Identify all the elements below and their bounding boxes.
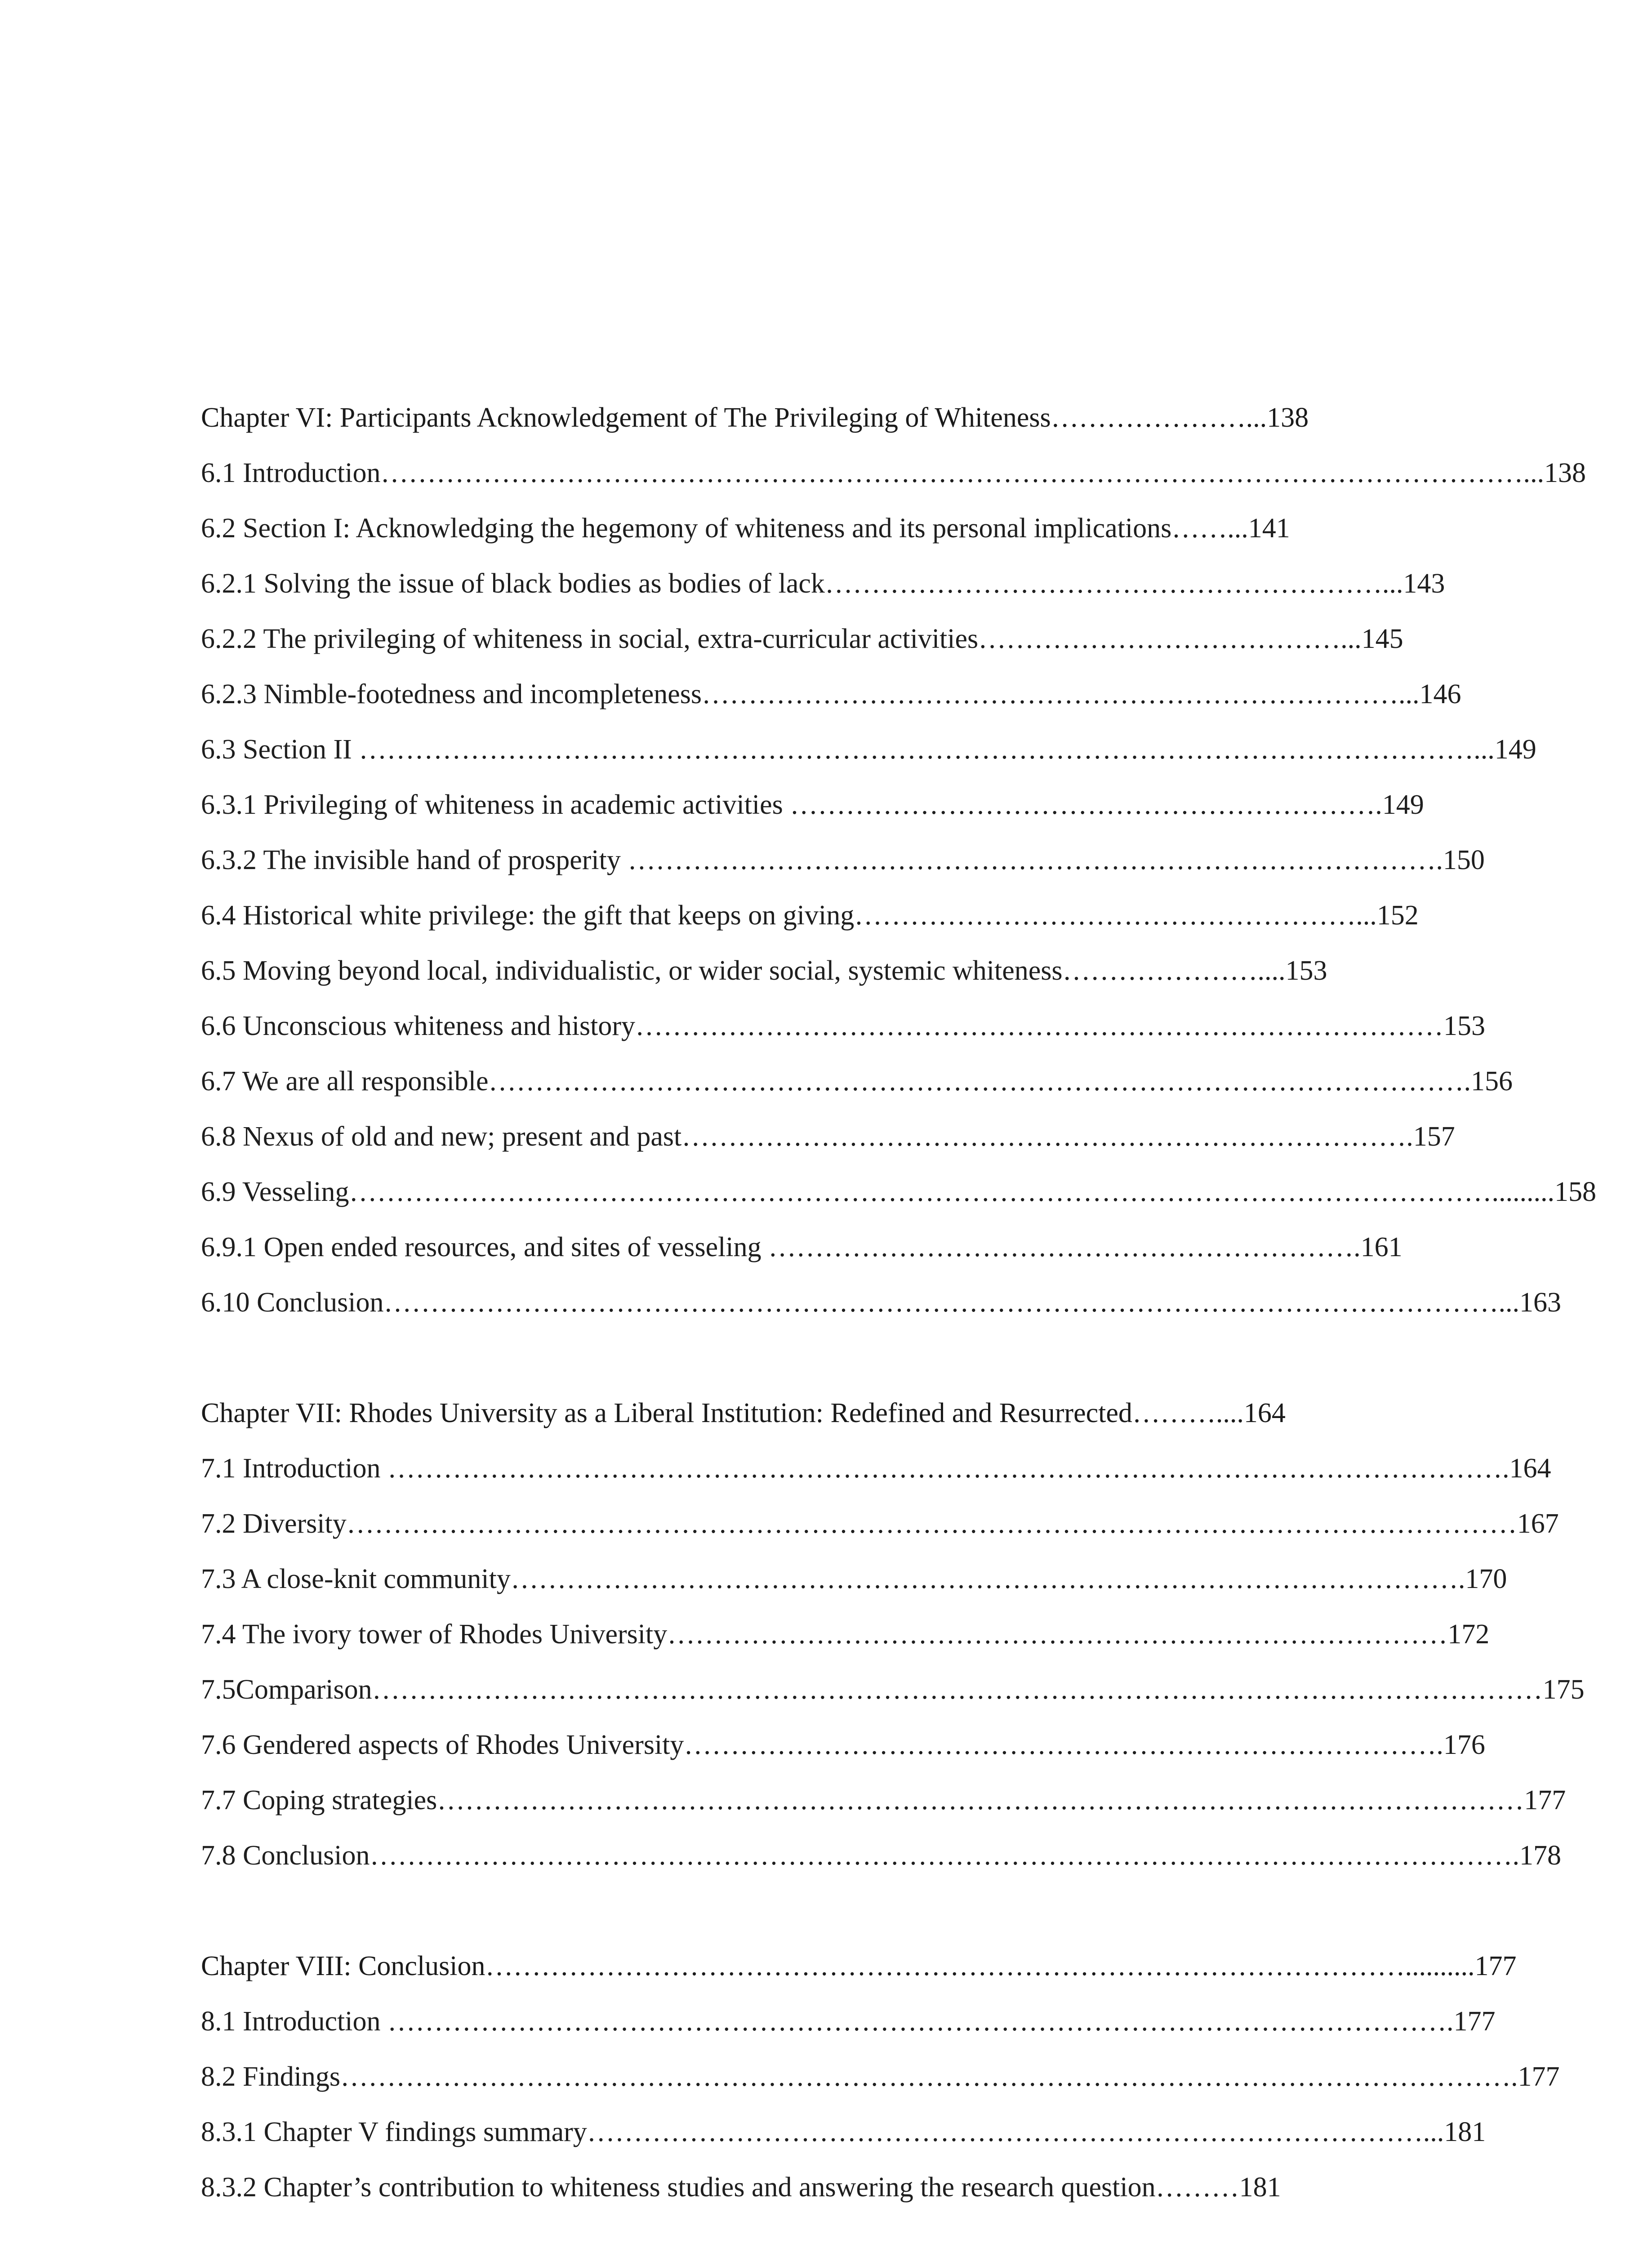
toc-entry: 6.9.1 Open ended resources, and sites of vesseling ……………………………………………………….161 bbox=[201, 1232, 1403, 1262]
chapter-heading: Chapter VI: Participants Acknowledgement of The Privileging of Whiteness…………………...138 bbox=[201, 402, 1309, 433]
toc-entry: 6.10 Conclusion…………………………………………………………………………………………………………...163 bbox=[201, 1287, 1561, 1318]
toc-entry: 7.1 Introduction ………………………………………………………………………………………………………….164 bbox=[201, 1453, 1551, 1484]
chapter-heading: Chapter VII: Rhodes University as a Liberal Institution: Redefined and Resurrected………....164 bbox=[201, 1398, 1286, 1428]
toc-entry: 7.5Comparison………………………………………………………………………………………………………………175 bbox=[201, 1674, 1585, 1705]
toc-entry: 8.1 Introduction …………………………………………………………………………………………………….177 bbox=[201, 2006, 1496, 2037]
toc-entry: 7.4 The ivory tower of Rhodes University…………………………………………………………………………172 bbox=[201, 1619, 1490, 1650]
toc-entry: 6.2 Section I: Acknowledging the hegemony of whiteness and its personal implications……...141 bbox=[201, 513, 1290, 544]
toc-entry: 6.2.1 Solving the issue of black bodies as bodies of lack……………………………………………………...143 bbox=[201, 568, 1445, 599]
toc-entry: 6.4 Historical white privilege: the gift that keeps on giving………………………………………………...152 bbox=[201, 900, 1419, 931]
table-of-contents bbox=[201, 390, 1597, 2215]
toc-entry: 8.3.1 Chapter V findings summary………………………………………………………………………………...181 bbox=[201, 2117, 1486, 2147]
toc-entry: 7.7 Coping strategies………………………………………………………………………………………………………177 bbox=[201, 1785, 1566, 1815]
toc-entry: 6.1 Introduction……………………………………………………………………………………………………………...138 bbox=[201, 458, 1586, 488]
section-gap bbox=[201, 1330, 1451, 1386]
toc-entry: 6.8 Nexus of old and new; present and past…………………………………………………………………….157 bbox=[201, 1121, 1455, 1152]
toc-entry: 6.2.3 Nimble-footedness and incompleteness…………………………………………………………………...146 bbox=[201, 679, 1461, 709]
toc-entry: 8.3.2 Chapter’s contribution to whiteness studies and answering the research question………181 bbox=[201, 2172, 1281, 2203]
toc-entry: 6.3.2 The invisible hand of prosperity …………………………………………………………………………….150 bbox=[201, 845, 1485, 875]
toc-entry: 7.6 Gendered aspects of Rhodes University……………………………………………………………………….176 bbox=[201, 1730, 1485, 1760]
toc-entry: 7.8 Conclusion…………………………………………………………………………………………………………….178 bbox=[201, 1840, 1561, 1871]
toc-entry: 6.3.1 Privileging of whiteness in academic activities ……………………………………………………….149 bbox=[201, 789, 1424, 820]
toc-entry: 6.9 Vesseling…………………………………………………………………………………………………………….........158 bbox=[201, 1177, 1597, 1207]
section-gap bbox=[201, 1883, 1451, 1939]
chapter-heading: Chapter VIII: Conclusion………………………………………………………………………………………..........177 bbox=[201, 1951, 1517, 1981]
toc-entry: 6.3 Section II …………………………………………………………………………………………………………...149 bbox=[201, 734, 1536, 765]
toc-entry: 6.5 Moving beyond local, individualistic, or wider social, systemic whiteness…………………....153 bbox=[201, 955, 1327, 986]
toc-entry: 6.2.2 The privileging of whiteness in social, extra-curricular activities…………………………………...145 bbox=[201, 624, 1403, 654]
toc-entry: 7.2 Diversity………………………………………………………………………………………………………………167 bbox=[201, 1508, 1559, 1539]
toc-entry: 6.7 We are all responsible…………………………………………………………………………………………….156 bbox=[201, 1066, 1513, 1097]
toc-entry: 8.2 Findings……………………………………………………………………………………………………………….177 bbox=[201, 2061, 1560, 2092]
toc-entry: 6.6 Unconscious whiteness and history……………………………………………………………………………153 bbox=[201, 1011, 1486, 1041]
toc-entry: 7.3 A close-knit community………………………………………………………………………………………….170 bbox=[201, 1564, 1507, 1594]
